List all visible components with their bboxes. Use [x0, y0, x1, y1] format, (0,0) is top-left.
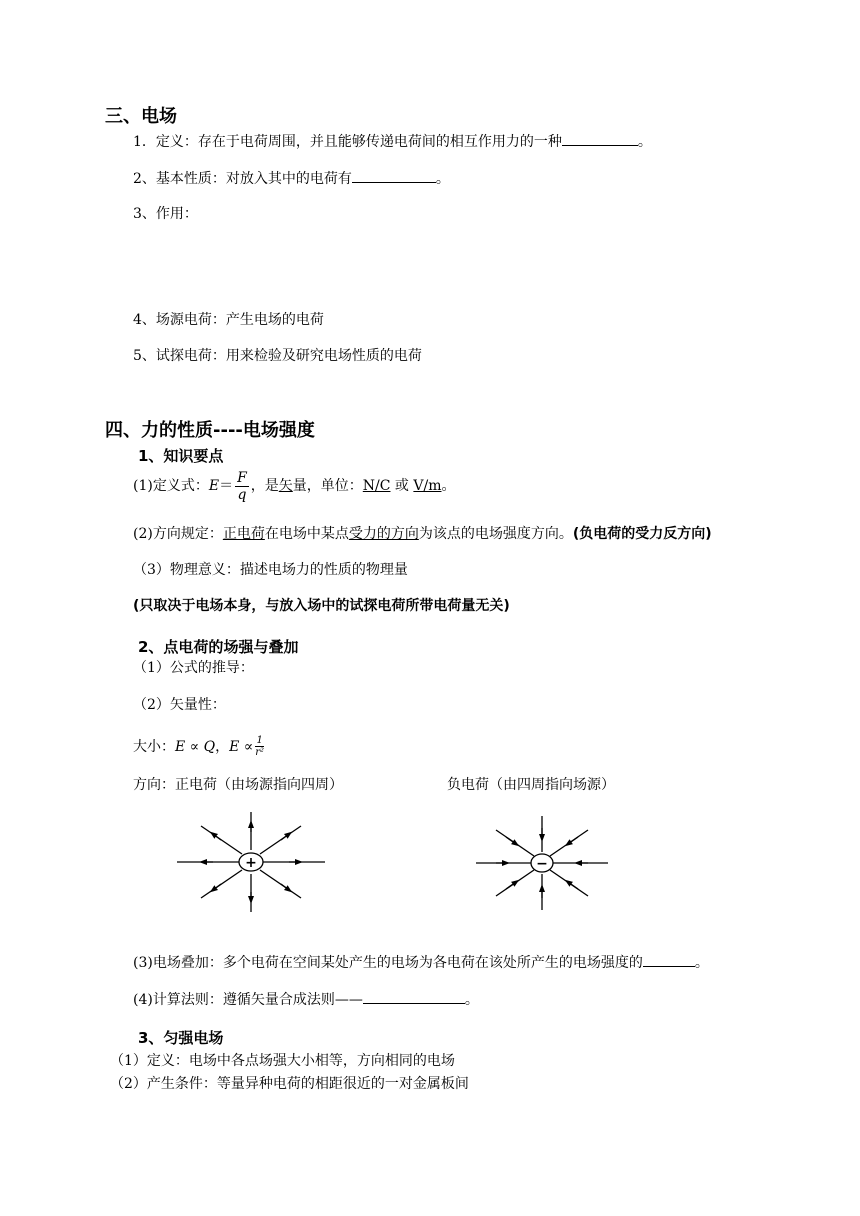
rule-end: 。 — [464, 992, 479, 1008]
dir-post: 为该点的电场强度方向。 — [418, 526, 573, 542]
basic-end: 。 — [435, 171, 450, 187]
formula-mid2: 量，单位： — [292, 478, 363, 494]
unit-or: 或 — [390, 478, 414, 494]
direction-positive-label: 方向：正电荷（由场源指向四周） — [133, 777, 343, 793]
basic-line — [133, 168, 450, 188]
formula-denominator: q — [237, 486, 247, 503]
size-denominator: r² — [255, 747, 265, 758]
rule-line — [133, 989, 479, 1009]
basic-text: 2、基本性质：对放入其中的电荷有 — [133, 171, 352, 187]
formula-vector-word: 矢 — [278, 478, 293, 494]
dir-positive: 正电荷 — [222, 526, 265, 542]
uniform-definition-line: （1）定义：电场中各点场强大小相等，方向相同的电场 — [110, 1053, 455, 1069]
formula-E: E — [208, 478, 220, 494]
positive-charge-sign: + — [245, 855, 257, 871]
dir-prefix: (2)方向规定： — [133, 526, 223, 542]
section3-title: 三、电场 — [105, 106, 177, 127]
source-line: 4、场源电荷：产生电场的电荷 — [133, 312, 324, 328]
knowledge-heading: 1、知识要点 — [138, 447, 224, 465]
vector-line: （2）矢量性： — [133, 697, 226, 713]
rule-text: (4)计算法则：遵循矢量合成法则—— — [133, 992, 363, 1008]
def-line — [133, 131, 652, 151]
size-formula-1: E ∝ Q — [175, 739, 216, 755]
negative-charge-sign: − — [536, 856, 548, 872]
size-comma: ， — [215, 739, 230, 755]
unit-end: 。 — [441, 478, 456, 494]
direction-line — [133, 525, 712, 543]
formula-eq: ＝ — [219, 478, 234, 494]
unit-nc: N/C — [362, 478, 391, 494]
basic-blank[interactable] — [352, 168, 436, 183]
rule-blank[interactable] — [363, 989, 465, 1004]
formula-numerator: F — [237, 469, 247, 486]
negative-charge-field-diagram — [474, 814, 610, 912]
probe-line: 5、试探电荷：用来检验及研究电场性质的电荷 — [133, 348, 422, 364]
section4-title: 四、力的性质----电场强度 — [105, 420, 315, 441]
superpose-text: (3)电场叠加：多个电荷在空间某处产生的电场为各电荷在该处所产生的电场强度的 — [133, 955, 643, 971]
dir-mid: 在电场中某点 — [264, 526, 349, 542]
size-line — [133, 735, 264, 759]
derive-line: （1）公式的推导： — [133, 660, 254, 676]
note-line: (只取决于电场本身，与放入场中的试探电荷所带电荷量无关) — [133, 598, 510, 614]
uniform-field-heading: 3、匀强电场 — [138, 1029, 224, 1047]
def-blank[interactable] — [562, 131, 638, 146]
formula-prefix: (1)定义式： — [133, 478, 209, 494]
size-numerator: 1 — [256, 735, 263, 746]
dir-negative-note: (负电荷的受力反方向) — [572, 526, 712, 542]
uniform-condition-line: （2）产生条件：等量异种电荷的相距很近的一对金属板间 — [110, 1076, 469, 1092]
meaning-line: （3）物理意义：描述电场力的性质的物理量 — [133, 562, 408, 578]
def-end: 。 — [637, 134, 652, 150]
superpose-blank[interactable] — [643, 952, 695, 967]
formula-fraction — [235, 470, 249, 503]
dir-force: 受力的方向 — [348, 526, 419, 542]
direction-negative-label: 负电荷（由四周指向场源） — [447, 777, 615, 793]
unit-vm: V/m — [413, 478, 442, 494]
size-prefix: 大小： — [133, 739, 175, 755]
positive-charge-field-diagram — [173, 810, 329, 914]
definition-formula-line — [133, 468, 456, 504]
effect-line: 3、作用： — [133, 206, 198, 222]
def-text: 1．定义：存在于电荷周围，并且能够传递电荷间的相互作用力的一种 — [133, 134, 562, 150]
superposition-line — [133, 952, 709, 972]
formula-mid1: ，是 — [250, 478, 279, 494]
point-charge-heading: 2、点电荷的场强与叠加 — [138, 638, 299, 656]
size-fraction — [255, 736, 264, 758]
size-formula-2: E ∝ — [229, 739, 254, 755]
superpose-end: 。 — [694, 955, 709, 971]
